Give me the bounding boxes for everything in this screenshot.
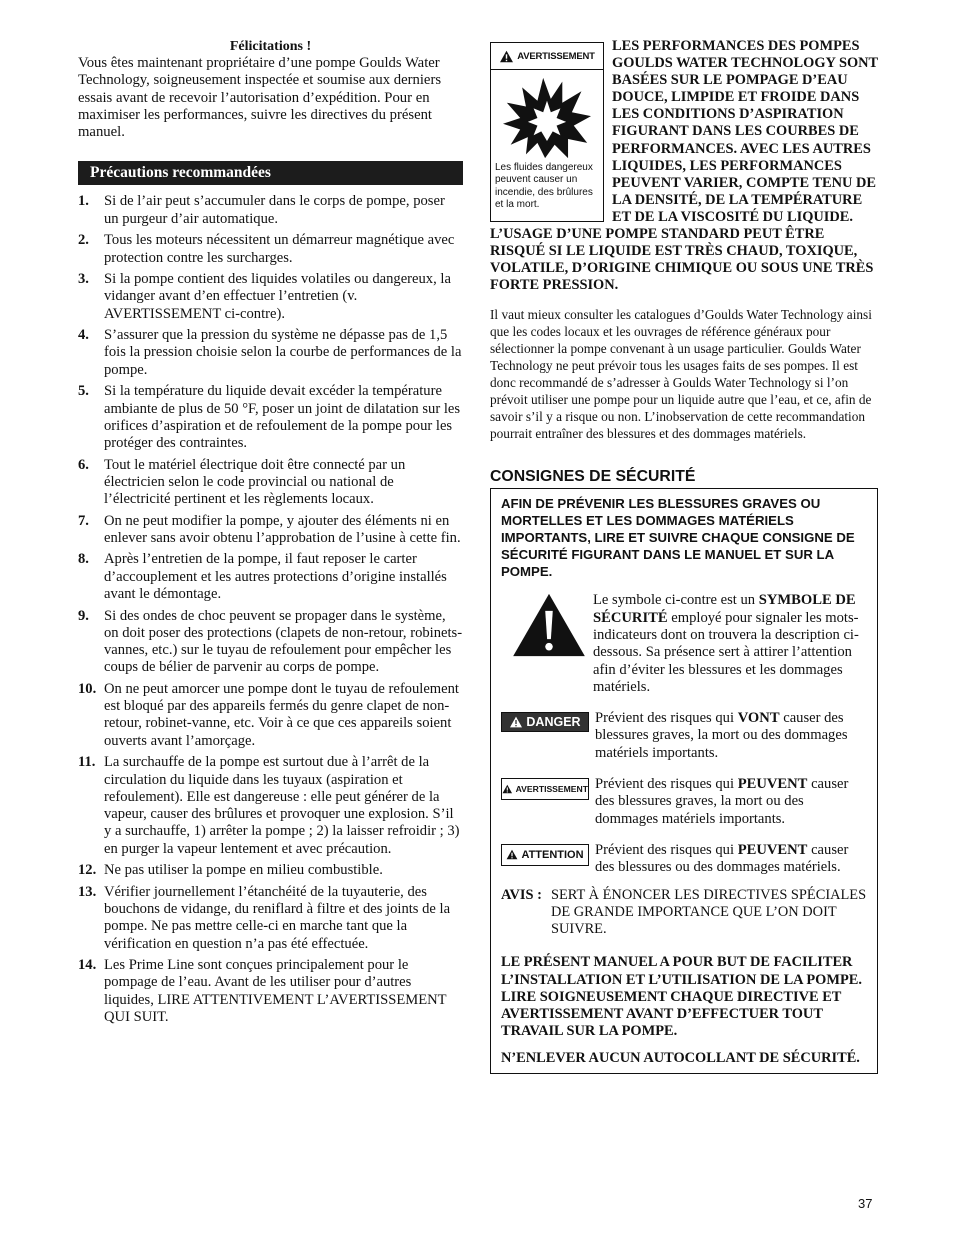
warning-triangle-icon xyxy=(502,784,513,794)
right-column xyxy=(490,38,878,1074)
page-number: 37 xyxy=(858,1196,873,1211)
list-item: 12. Ne pas utiliser la pompe en milieu combustible. xyxy=(78,862,383,879)
signal-attention xyxy=(501,842,867,877)
warning-label: AVERTISSEMENT xyxy=(491,43,603,70)
intro-paragraph: Vous êtes maintenant propriétaire d’une pompe Goulds Water Technology, soigneusement inspectée et soumise aux derniers essais avant de recevoir l’autorisation d’expédition. Pour en maximiser les performances, suivre les directives du présent manuel. xyxy=(78,55,442,141)
avertissement-badge: AVERTISSEMENT xyxy=(501,778,589,800)
attention-badge: ATTENTION xyxy=(501,844,589,866)
precautions-list xyxy=(78,193,463,1026)
hazardous-fluid-warning xyxy=(490,38,878,294)
sticker-notice-text: N’ENLEVER AUCUN AUTOCOLLANT DE SÉCURITÉ. xyxy=(501,1049,860,1066)
safety-symbol-row xyxy=(501,592,867,696)
warning-triangle-icon xyxy=(499,50,514,63)
explosion-icon xyxy=(499,74,595,162)
left-column xyxy=(78,38,463,1030)
avertissement-description: Prévient des risques qui PEUVENT causer des blessures graves, la mort ou des dommages matériels importants. xyxy=(595,776,849,827)
signal-avertissement xyxy=(501,776,867,828)
safety-symbol-text: Le symbole ci-contre est un SYMBOLE DE SÉCURITÉ employé pour signaler les mots-indicateurs dont on trouvera la description ci-dessous. Sa présence sert à attirer l’attention afin d’éviter les blessures et les dommages matériels. xyxy=(593,592,859,695)
attention-description: Prévient des risques qui PEUVENT causer des blessures ou des dommages matériels. xyxy=(595,841,849,876)
safety-section-title: CONSIGNES DE SÉCURITÉ xyxy=(490,468,696,486)
signal-danger xyxy=(501,710,867,762)
warning-triangle-icon xyxy=(506,849,518,860)
list-item: 4. S’assurer que la pression du système ne dépasse pas de 1,5 fois la pression choisie selon la courbe de performances de la pompe. xyxy=(78,327,462,378)
list-item: 10. On ne peut amorcer une pompe dont le tuyau de refoulement est bloqué par des appareils fermés du genre clapet de non-retour, robinet-vanne, etc. Voir à ce que ces appareils soient ouverts avant l’amorçage. xyxy=(78,680,459,749)
safety-box xyxy=(490,488,878,1074)
danger-description: Prévient des risques qui VONT causer des blessures graves, la mort ou des dommages matériels importants. xyxy=(595,710,848,761)
warning-caption: Les fluides dangereux peuvent causer un incendie, des brûlures et la mort. xyxy=(495,162,593,210)
safety-alert-icon xyxy=(511,592,587,658)
consult-paragraph: Il vaut mieux consulter les catalogues d’Goulds Water Technology ainsi que les codes locaux et les ouvrages de référence généraux pour sélectionner la pompe convenant à un usage particulier. Goulds Water Technology ne peut prévoir tous les usages faits de ses pompes. Il est donc recommandé de s’adresser à Goulds Water Technology si l’on prévoit utiliser une pompe pour un liquide autre que l’eau, et ce, afin de savoir s’il y a risque ou non. L’inobservation de cette recommandation pourrait entraîner des blessures et des dommages matériels. xyxy=(490,307,872,442)
avis-row xyxy=(501,887,867,939)
greeting-title: Félicitations ! xyxy=(229,39,312,54)
list-item: 8. Après l’entretien de la pompe, il faut reposer le carter d’accouplement et les autres protections d’origine installés avant le démontage. xyxy=(78,551,447,603)
warning-triangle-icon xyxy=(509,716,523,728)
list-item: 3. Si la pompe contient des liquides volatiles ou dangereux, la vidanger avant d’en effectuer l’entretien (v. AVERTISSEMENT ci-contre). xyxy=(78,271,451,322)
list-item: 7. On ne peut modifier la pompe, y ajouter des éléments ni en enlever sans avoir obtenu l’approbation de l’usine à cette fin. xyxy=(78,512,461,546)
safety-box-intro: AFIN DE PRÉVENIR LES BLESSURES GRAVES OU MORTELLES ET LES DOMMAGES MATÉRIELS IMPORTANTS, LIRE ET SUIVRE CHAQUE CONSIGNE DE SÉCURITÉ FIGURANT DANS LE MANUEL ET SUR LA POMPE. xyxy=(501,496,855,580)
list-item: 1. Si de l’air peut s’accumuler dans le corps de pompe, poser un purgeur d’air automatique. xyxy=(78,193,445,227)
manual-purpose-text: LE PRÉSENT MANUEL A POUR BUT DE FACILITER L’INSTALLATION ET L’UTILISATION DE LA POMPE. LIRE SOIGNEUSEMENT CHAQUE DIRECTIVE ET AVERTISSEMENT AVANT D’EFFECTUER TOUT TRAVAIL SUR LA POMPE. xyxy=(501,954,862,1039)
warning-box xyxy=(490,42,604,222)
list-item: 5. Si la température du liquide devait excéder la température ambiante de plus de 50 °F, poser un joint de dilatation sur les orifices d’aspiration et de refoulement de la pompe pour les protéger des contraintes. xyxy=(78,383,461,452)
list-item: 2. Tous les moteurs nécessitent un démarreur magnétique avec protection contre les surcharges. xyxy=(78,232,455,266)
list-item: 11. La surchauffe de la pompe est surtout due à l’arrêt de la circulation du liquide dans les tuyaux (aspiration et refoulement). Elle est dangereuse : elle peut générer de la vapeur, causer des brûlures et provoquer une explosion. S’il y a surchauffe, 1) arrêter la pompe ; 2) la laisser refroidir ; 3) en purger la vapeur lentement et avec précaution. xyxy=(78,754,460,857)
warning-text: LES PERFORMANCES DES POMPES GOULDS WATER TECHNOLOGY SONT BASÉES SUR LE POMPAGE D’EAU DOUCE, LIMPIDE ET FROIDE DANS LES CONDITIONS D’ASPIRATION FIGURANT DANS LES COURBES DE PERFORMANCES. AVEC LES AUTRES LIQUIDES, LES PERFORMANCES PEUVENT VARIER, COMPTE TENU DE LA DENSITÉ, DE LA TEMPÉRATURE ET DE LA VISCOSITÉ DU LIQUIDE. L’USAGE D’UNE POMPE STANDARD PEUT ÊTRE RISQUÉ SI LE LIQUIDE EST TRÈS CHAUD, TOXIQUE, VOLATILE, D’ORIGINE CHIMIQUE OU SOUS UNE TRÈS FORTE PRESSION. xyxy=(490,38,878,294)
avis-text: SERT À ÉNONCER LES DIRECTIVES SPÉCIALES DE GRANDE IMPORTANCE QUE L’ON DOIT SUIVRE. xyxy=(551,886,867,938)
danger-badge: DANGER xyxy=(501,712,589,732)
avis-label: AVIS : xyxy=(501,886,542,903)
list-item: 13. Vérifier journellement l’étanchéité de la tuyauterie, des bouchons de vidange, du reniflard à filtre et des joints de la pompe. Ne pas mettre celle-ci en marche tant que la vérification en question n’a pas été effectuée. xyxy=(78,883,451,952)
list-item: 14. Les Prime Line sont conçues principalement pour le pompage de l’eau. Avant de les utiliser pour d’autres liquides, LIRE ATTENTIVEMENT L’AVERTISSEMENT QUI SUIT. xyxy=(78,957,447,1025)
list-item: 9. Si des ondes de choc peuvent se propager dans le système, on doit poser des protections (clapets de non-retour, robinets-vannes, etc.) sur le tuyau de refoulement pour empêcher les coups de bélier de parvenir au corps de pompe. xyxy=(78,607,463,676)
list-item: 6. Tout le matériel électrique doit être connecté par un électricien selon le code provincial ou national de l’électricité pertinent et les règlements locaux. xyxy=(78,456,406,508)
precautions-header: Précautions recommandées xyxy=(78,161,463,185)
